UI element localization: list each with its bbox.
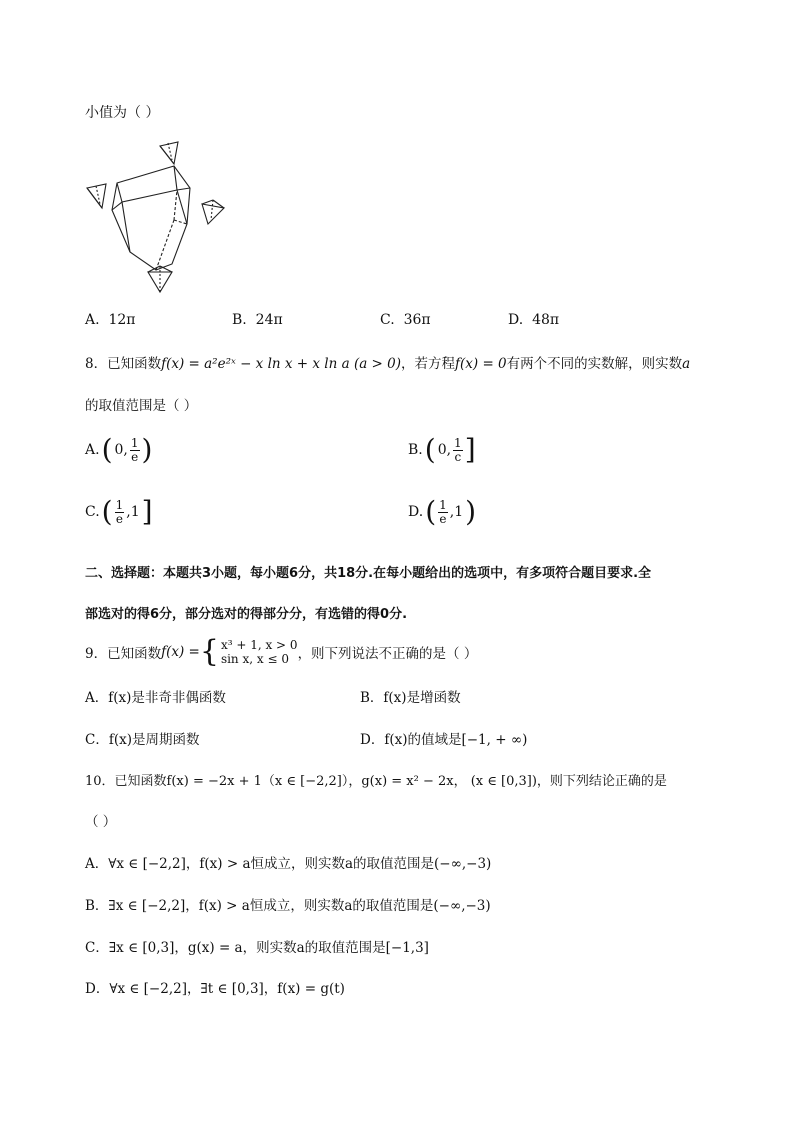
q10-stem-line2: （ ） xyxy=(85,814,117,830)
q8-stem-line1: 8．已知函数f(x) = a²e²ˣ − x ln x + x ln a (a > 0)，若方程f(x) = 0有两个不同的实数解，则实数a xyxy=(85,356,691,372)
tetrahedron-right xyxy=(202,200,224,224)
q9-option-a[interactable]: A．f(x)是非奇非偶函数 xyxy=(85,690,226,706)
q8-option-c[interactable]: C. ( $\frac{1}{e}$ ,1 ] xyxy=(85,495,153,528)
polyhedron-outline xyxy=(112,166,190,270)
q9-option-b[interactable]: B．f(x)是增函数 xyxy=(360,690,461,706)
q9-option-d[interactable]: D．f(x)的值域是[−1, + ∞) xyxy=(360,732,528,748)
q7-option-b[interactable]: B. 24π xyxy=(232,312,283,328)
q7-question-tail: 小值为（ ） xyxy=(85,105,160,121)
section-2-heading: 二、选择题：本题共3小题，每小题6分，共18分.在每小题给出的选项中，有多项符合题目要求.全 xyxy=(85,566,652,581)
q10-option-a[interactable]: A．∀x ∈ [−2,2]，f(x) > a恒成立，则实数a的取值范围是(−∞,−3) xyxy=(85,856,492,872)
tetrahedron-top xyxy=(160,142,178,164)
q8-option-d[interactable]: D. ( $\frac{1}{e}$ ,1 ) xyxy=(408,495,477,528)
q10-stem-line1: 10．已知函数f(x) = −2x + 1（x ∈ [−2,2]），g(x) = x² − 2x， (x ∈ [0,3])，则下列结论正确的是 xyxy=(85,774,667,789)
q10-option-c[interactable]: C．∃x ∈ [0,3]，g(x) = a，则实数a的取值范围是[−1,3] xyxy=(85,940,429,956)
q9-stem: 9．已知函数 f(x) = { x³ + 1, x > 0 sin x, x ≤ 0 ，则下列说法不正确的是（ ） xyxy=(85,634,478,669)
q7-option-d[interactable]: D. 48π xyxy=(508,312,560,328)
q8-option-a[interactable]: A. ( 0, $\frac{1}{e}$ ) xyxy=(85,433,153,466)
section-2-heading-cont: 部选对的得6分，部分选对的得部分分，有选错的得0分. xyxy=(85,607,408,622)
brace-icon: { xyxy=(199,634,219,669)
q9-option-c[interactable]: C．f(x)是周期函数 xyxy=(85,732,200,748)
q8-option-b[interactable]: B. ( 0, $\frac{1}{c}$ ] xyxy=(408,433,476,466)
tetrahedron-left xyxy=(87,184,106,208)
q8-stem-line2: 的取值范围是（ ） xyxy=(85,398,198,414)
polyhedron-figure xyxy=(82,138,242,298)
q10-option-b[interactable]: B．∃x ∈ [−2,2]，f(x) > a恒成立，则实数a的取值范围是(−∞,−3) xyxy=(85,898,491,914)
q7-option-c[interactable]: C. 36π xyxy=(380,312,431,328)
tetrahedron-bottom xyxy=(148,266,172,292)
q7-option-a[interactable]: A. 12π xyxy=(85,312,136,328)
q10-option-d[interactable]: D．∀x ∈ [−2,2]，∃t ∈ [0,3]，f(x) = g(t) xyxy=(85,981,345,997)
